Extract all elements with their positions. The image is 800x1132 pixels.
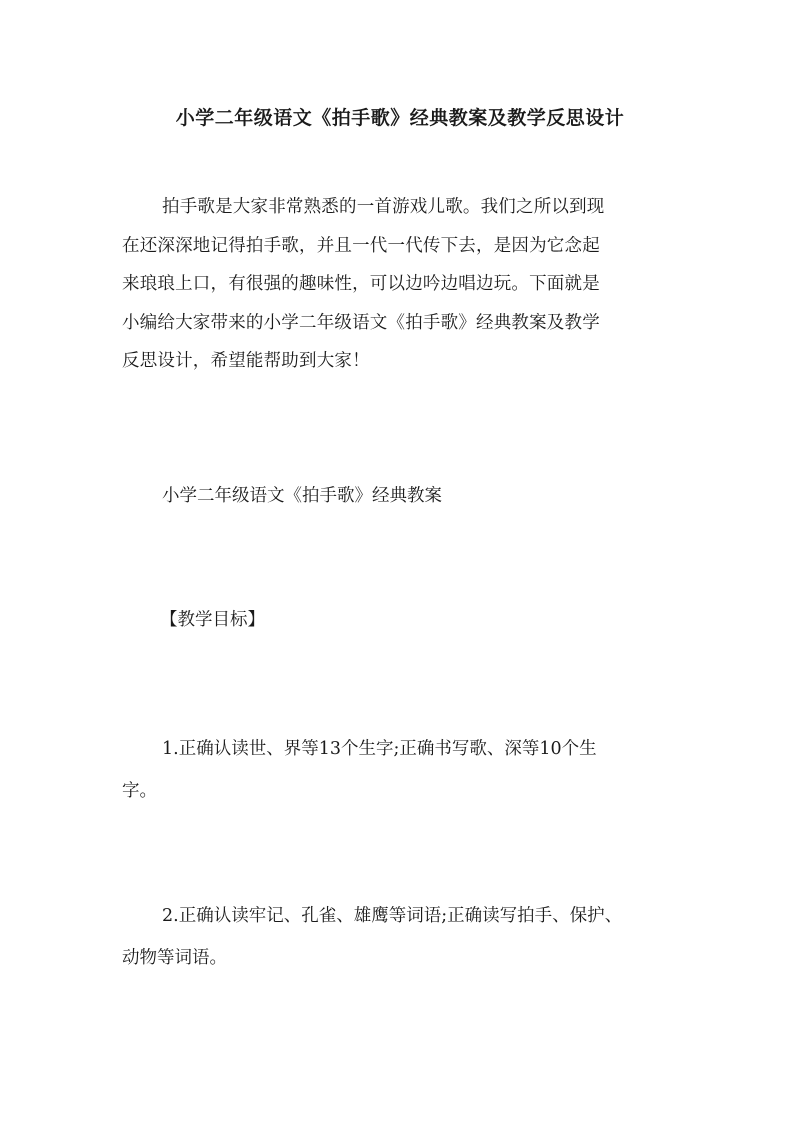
teaching-objectives-label: 【教学目标】 [160, 610, 265, 630]
objective-item-2 [122, 895, 692, 979]
document-title: 小学二年级语文《拍手歌》经典教案及教学反思设计 [175, 107, 625, 129]
intro-line: 在还深深地记得拍手歌，并且一代一代传下去，是因为它念起 [122, 235, 600, 256]
lesson-plan-subheading: 小学二年级语文《拍手歌》经典教案 [162, 486, 442, 506]
objective-line: 动物等词语。 [122, 948, 227, 968]
intro-line: 小编给大家带来的小学二年级语文《拍手歌》经典教案及教学 [122, 312, 600, 333]
intro-line: 拍手歌是大家非常熟悉的一首游戏儿歌。我们之所以到现 [162, 197, 605, 217]
intro-paragraph [122, 188, 682, 381]
intro-line: 来琅琅上口，有很强的趣味性，可以边吟边唱边玩。下面就是 [122, 274, 600, 294]
objective-item-1 [122, 728, 692, 812]
intro-line: 反思设计，希望能帮助到大家！ [122, 351, 370, 371]
objective-line: 字。 [122, 781, 157, 801]
objective-line: 2.正确认读牢记、孔雀、雄鹰等词语;正确读写拍手、保护、 [162, 906, 623, 926]
objective-line: 1.正确认读世、界等13个生字;正确书写歌、深等10个生 [162, 739, 597, 759]
